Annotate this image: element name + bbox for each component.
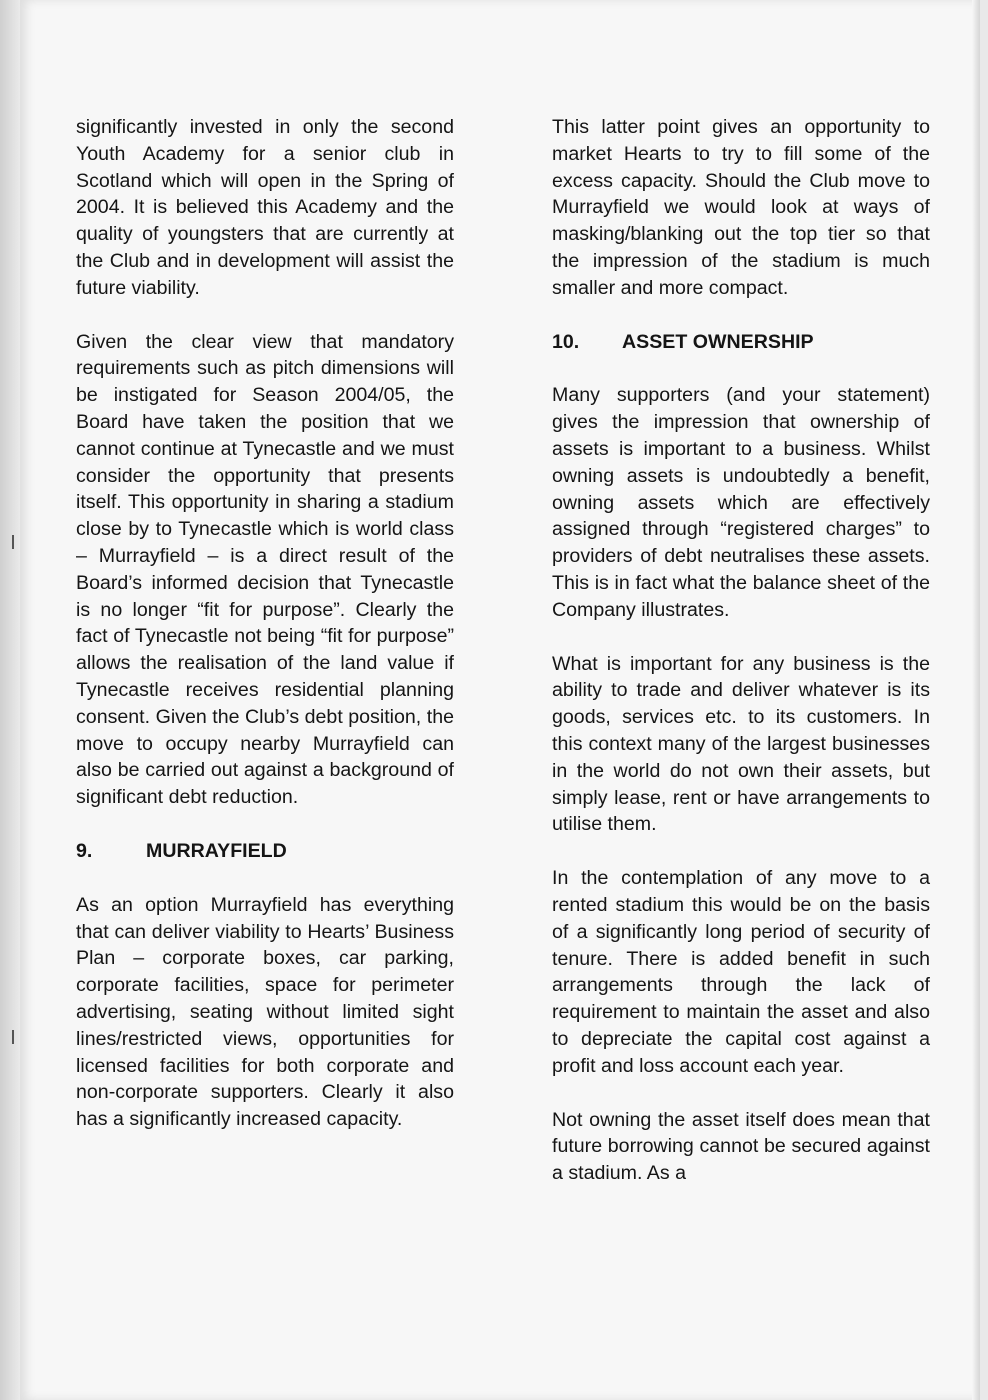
binding-mark: [12, 535, 14, 549]
left-column: [76, 114, 454, 1160]
section-number: 10.: [552, 330, 580, 353]
section-heading-asset-ownership: [552, 329, 930, 356]
binding-gutter: [0, 0, 20, 1400]
paragraph-excess-capacity: This latter point gives an opportunity to market Hearts to try to fill some of the excess capacity. Should the Club move to Murrayfield we would look at ways of masking/blanking out the top tier so that the impression of the stadium is much smaller and more compact.: [552, 116, 930, 299]
paragraph-rented-stadium: In the contemplation of any move to a rented stadium this would be on the basis of a significantly long period of security of tenure. There is added benefit in such arrangements through the lack of requirement to maintain the asset and also to depreciate the capital cost against a profit and loss account each year.: [552, 867, 930, 1077]
document-page: [20, 0, 980, 1400]
binding-mark: [12, 1030, 14, 1044]
paragraph-youth-academy: significantly invested in only the second Youth Academy for a senior club in Scotland which will open in the Spring of 2004. It is believed this Academy and the quality of youngsters that are currently at the Club and in development will assist the future viability.: [76, 116, 454, 299]
paragraph-murrayfield-option: As an option Murrayfield has everything that can deliver viability to Hearts’ Business Plan – corporate boxes, car parking, corporate facilities, space for perimeter advertising, seating without limited sight lines/restricted views, opportunities for licensed facilities for both corporate and non-corporate supporters. Clearly it also has a significantly increased capacity.: [76, 893, 454, 1131]
section-title: MURRAYFIELD: [146, 839, 287, 862]
section-heading-murrayfield: [76, 838, 454, 865]
section-number: 9.: [76, 839, 93, 862]
paragraph-tynecastle: Given the clear view that mandatory requirements such as pitch dimensions will be instigated for Season 2004/05, the Board have taken the position that we cannot continue at Tynecastle and we must consider the opportunity that presents itself. This opportunity in sharing a stadium close by to Tynecastle which is world class – Murrayfield – is a direct result of the Board’s informed decision that Tynecastle is no longer “fit for purpose”. Clearly the fact of Tynecastle not being “fit for purpose” allows the realisation of the land value if Tynecastle receives residential planning consent. Given the Club’s debt position, the move to occupy nearby Murrayfield can also be carried out against a background of significant debt reduction.: [76, 330, 454, 809]
paragraph-future-borrowing: Not owning the asset itself does mean that future borrowing cannot be secured against a stadium. As a: [552, 1108, 930, 1185]
paragraph-ownership-of-assets: Many supporters (and your statement) gives the impression that ownership of assets is important to a business. Whilst owning assets is undoubtedly a benefit, owning assets which are effectively assigned through “registered charges” to providers of debt neutralises these assets. This is in fact what the balance sheet of the Company illustrates.: [552, 384, 930, 621]
paragraph-ability-to-trade: What is important for any business is the ability to trade and deliver whatever is its goods, services etc. to its customers. In this context many of the largest businesses in the world do not own their assets, but simply lease, rent or have arrangements to utilise them.: [552, 652, 930, 836]
right-column: [552, 114, 930, 1214]
section-title: ASSET OWNERSHIP: [622, 330, 814, 353]
